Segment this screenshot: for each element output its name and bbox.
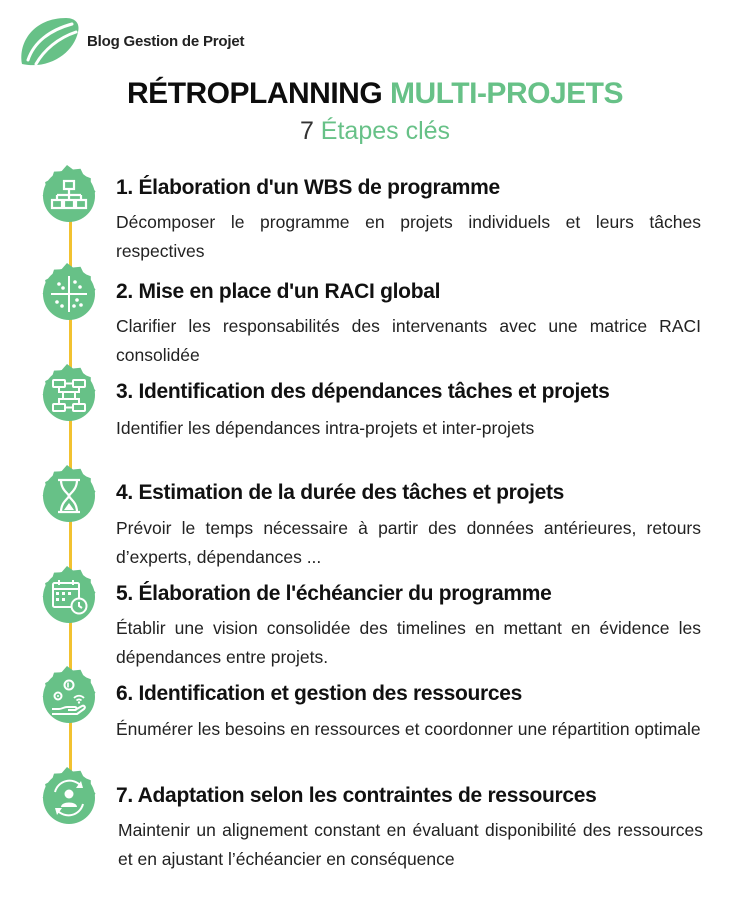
step-1-description: Décomposer le programme en projets individuels et leurs tâches respectives	[116, 212, 701, 261]
scatter-matrix-icon	[37, 262, 101, 326]
subtitle-number: 7	[299, 117, 314, 145]
hierarchy-icon	[37, 164, 101, 228]
step-2-badge	[37, 262, 101, 326]
title-accent: MULTI-PROJETS	[390, 77, 623, 110]
subtitle-text: Étapes clés	[320, 117, 451, 145]
resources-hand-icon	[37, 665, 101, 729]
page-title	[0, 77, 750, 111]
step-1-badge	[37, 164, 101, 228]
title-main: RÉTROPLANNING	[127, 77, 383, 110]
calendar-clock-icon	[37, 565, 101, 629]
step-5-description: Établir une vision consolidée des timelines en mettant en évidence les dépendances entre projets.	[116, 618, 701, 667]
flow-dependencies-icon	[37, 363, 101, 427]
step-5-badge	[37, 565, 101, 629]
step-5-title: 5. Élaboration de l'échéancier du programme	[116, 582, 552, 605]
step-7-badge	[37, 766, 101, 830]
step-4-title: 4. Estimation de la durée des tâches et projets	[116, 481, 565, 504]
step-3-badge	[37, 363, 101, 427]
leaf-logo-icon	[16, 12, 82, 74]
step-7-description: Maintenir un alignement constant en évaluant disponibilité des ressources et en ajustant l’échéancier en conséquence	[118, 820, 703, 869]
step-2-title: 2. Mise en place d'un RACI global	[116, 280, 441, 303]
brand-name: Blog Gestion de Projet	[87, 33, 245, 50]
step-6-badge	[37, 665, 101, 729]
step-2-description: Clarifier les responsabilités des intervenants avec une matrice RACI consolidée	[116, 316, 701, 365]
step-6-title: 6. Identification et gestion des ressources	[116, 682, 523, 705]
brand-logo	[16, 12, 82, 74]
step-4-description: Prévoir le temps nécessaire à partir des données antérieures, retours d’experts, dépendances ...	[116, 518, 701, 567]
step-3-description: Identifier les dépendances intra-projets et inter-projets	[116, 418, 535, 438]
step-3-title: 3. Identification des dépendances tâches et projets	[116, 380, 610, 403]
step-4-badge	[37, 464, 101, 528]
hourglass-icon	[37, 464, 101, 528]
user-refresh-icon	[37, 766, 101, 830]
step-6-description: Énumérer les besoins en ressources et coordonner une répartition optimale	[116, 719, 701, 739]
step-1-title: 1. Élaboration d'un WBS de programme	[116, 176, 500, 199]
step-7-title: 7. Adaptation selon les contraintes de ressources	[116, 784, 597, 807]
page-subtitle	[0, 117, 750, 146]
